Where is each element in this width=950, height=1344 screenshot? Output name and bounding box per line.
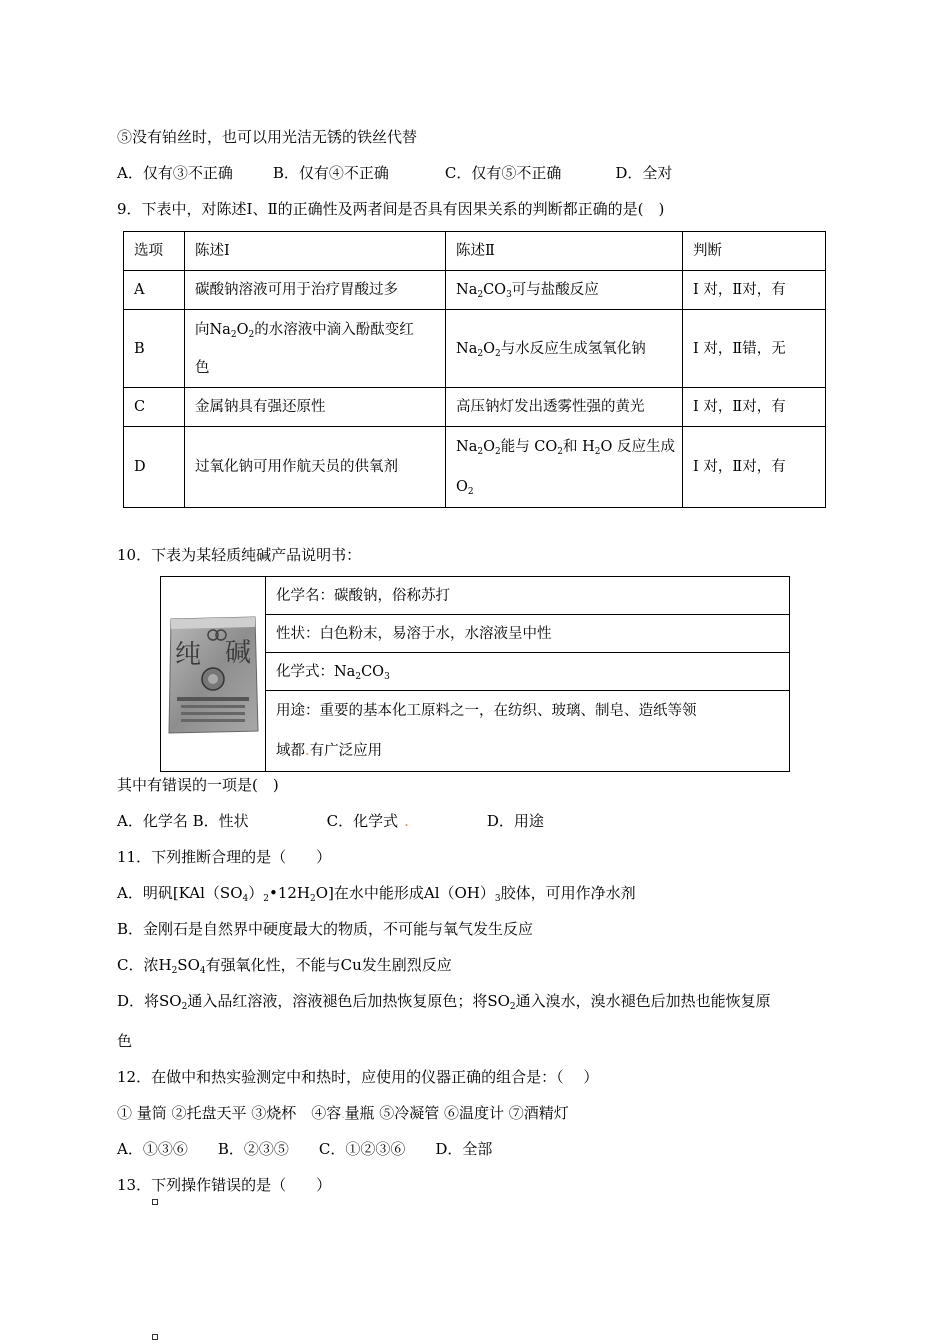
q11-option-d-cont: 色 <box>117 1032 133 1050</box>
judgement: Ⅰ 对，Ⅱ对，有 <box>683 388 826 427</box>
table-row <box>124 427 826 508</box>
q13-stem: 13．下列操作错误的是（ ） <box>117 1176 332 1194</box>
formula-row: 化学式：$Na_2CO_3$ <box>266 653 790 691</box>
statement-2: $Na_2O_2$能与 $CO_2$和 $H_2O$ 反应生成 $O_2$ <box>446 427 683 508</box>
q10-option-d: D．用途 <box>486 812 544 830</box>
stray-mark <box>152 1199 158 1205</box>
row-option: C <box>124 388 185 427</box>
bag-char-1: 纯 <box>175 640 202 670</box>
statement-1: 金属钠具有强还原性 <box>185 388 446 427</box>
q8-item5: ⑤没有铂丝时，也可以用光洁无锈的铁丝代替 <box>117 128 418 146</box>
judgement: Ⅰ 对，Ⅱ对，有 <box>683 271 826 310</box>
row-option: D <box>124 427 185 508</box>
q10-question: 其中有错误的一项是( ) <box>117 776 279 794</box>
q12-stem: 12．在做中和热实验测定中和热时，应使用的仪器正确的组合是：（ ） <box>117 1068 599 1086</box>
soda-bag-image <box>163 613 263 735</box>
stray-mark <box>152 1334 158 1340</box>
row-option: A <box>124 271 185 310</box>
q11-option-b: B．金刚石是自然界中硬度最大的物质，不可能与氧气发生反应 <box>117 920 534 938</box>
soda-bag-graphic <box>163 613 263 735</box>
statement-1: 向$Na_2O_2$的水溶液中滴入酚酞变红 色 <box>185 310 446 388</box>
statement-2: $Na_2CO_3$可与盐酸反应 <box>446 271 683 310</box>
q8-option-b: B．仅有④不正确 <box>272 164 389 182</box>
row-option: B <box>124 310 185 388</box>
q11-option-a: A．明矾$[KAl(SO_4)_2•12H_2O]$在水中能形成$Al(OH)_3$胶体，可用作净水剂 <box>117 884 636 904</box>
statement-2: 高压钠灯发出透雾性强的黄光 <box>446 388 683 427</box>
table-row <box>124 310 826 388</box>
header-statement-2: 陈述Ⅱ <box>446 232 683 271</box>
q12-options: A．①③⑥ B．②③⑤ C．①②③⑥ D．全部 <box>117 1140 493 1158</box>
table-header-row <box>124 232 826 271</box>
statement-1: 过氧化钠可用作航天员的供氧剂 <box>185 427 446 508</box>
header-statement-1: 陈述Ⅰ <box>185 232 446 271</box>
q10-option-ab: A．化学名 B．性状 <box>117 812 249 830</box>
statement-1: 碳酸钠溶液可用于治疗胃酸过多 <box>185 271 446 310</box>
q10-option-c: C．化学式 <box>326 812 399 830</box>
q9-stem: 9．下表中，对陈述Ⅰ、Ⅱ的正确性及两者间是否具有因果关系的判断都正确的是( ) <box>117 200 665 218</box>
q11-option-c: C．浓$H_2SO_4$有强氧化性，不能与Cu发生剧烈反应 <box>117 956 452 976</box>
statement-2: $Na_2O_2$与水反应生成氢氧化钠 <box>446 310 683 388</box>
usage-row: 用途：重要的基本化工原料之一，在纺织、玻璃、制皂、造纸等领 域都.有广泛应用 <box>266 691 790 772</box>
q8-option-c: C．仅有⑤不正确 <box>444 164 562 182</box>
chemical-name-row: 化学名：碳酸钠，俗称苏打 <box>266 577 790 615</box>
q8-option-d: D．全对 <box>615 164 673 182</box>
product-image-cell <box>161 577 266 772</box>
q12-items: ① 量筒 ②托盘天平 ③烧杯 ④容.量瓶 ⑤冷凝管 ⑥温度计 ⑦酒精灯 <box>117 1104 569 1122</box>
header-judgement: 判断 <box>683 232 826 271</box>
judgement: Ⅰ 对，Ⅱ错，无 <box>683 310 826 388</box>
q9-table <box>123 231 826 508</box>
q11-option-d: D．将$SO_2$通入品红溶液，溶液褪色后加热恢复原色；将$SO_2$通入溴水，溴水褪色后加热也能恢复原 <box>117 992 771 1012</box>
q11-stem: 11．下列推断合理的是（ ） <box>117 848 332 866</box>
q10-stem: 10．下表为某轻质纯碱产品说明书： <box>117 546 362 564</box>
table-row <box>124 271 826 310</box>
q8-option-a: A．仅有③不正确 <box>117 164 233 182</box>
properties-row: 性状：白色粉末，易溶于水，水溶液呈中性 <box>266 615 790 653</box>
bag-char-2: 碱 <box>225 638 252 668</box>
q10-product-table <box>160 576 790 772</box>
q8-options <box>117 163 672 183</box>
q10-options: A．化学名 B．性状 C．化学式 . D．用途 <box>117 812 544 830</box>
judgement: Ⅰ 对，Ⅱ对，有 <box>683 427 826 508</box>
table-row <box>124 388 826 427</box>
header-option: 选项 <box>124 232 185 271</box>
